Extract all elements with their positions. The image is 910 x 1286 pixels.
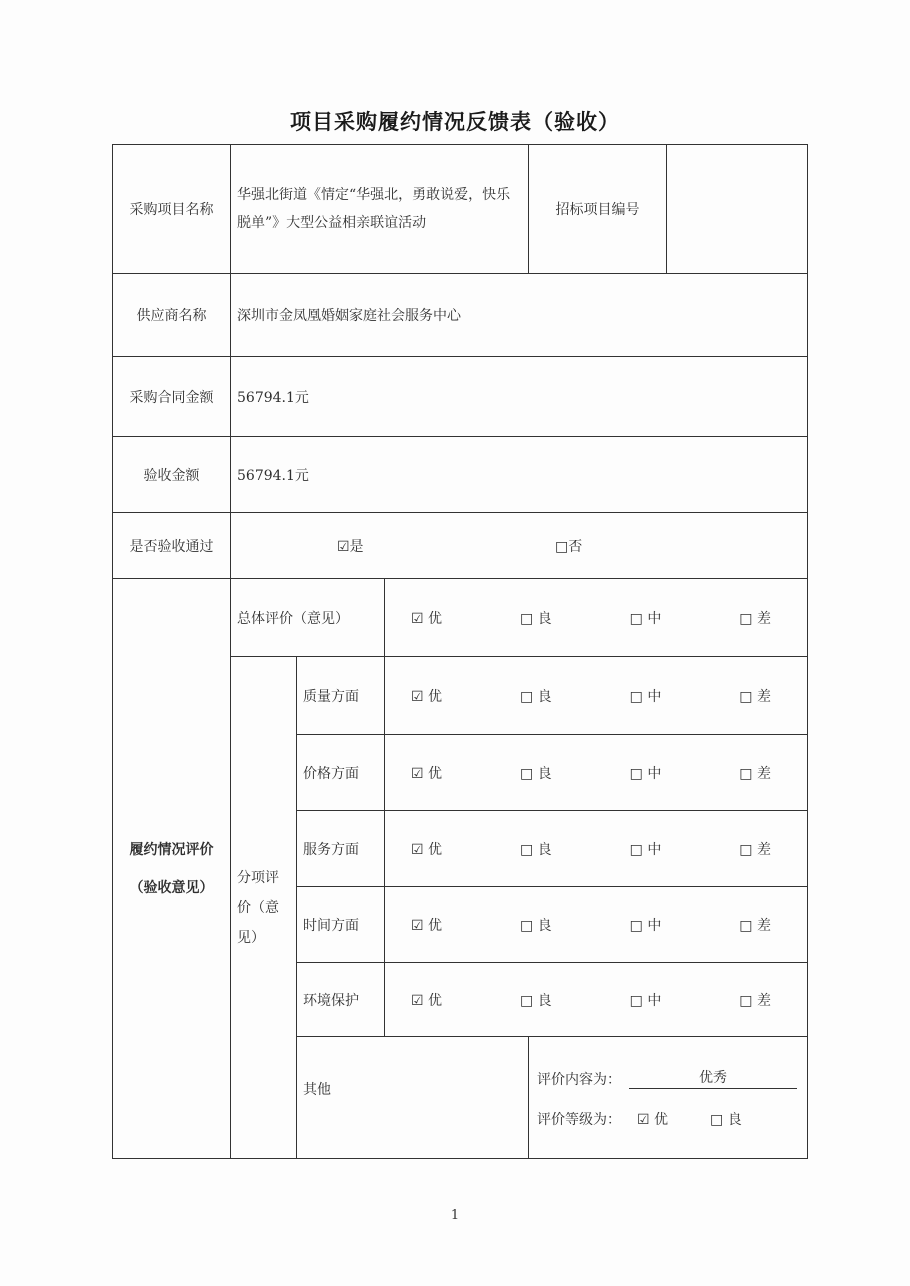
eval-content-label: 评价内容为： xyxy=(537,1071,621,1088)
sub-item-price-label: 价格方面 xyxy=(297,735,385,811)
eval-content-value: 优秀 xyxy=(629,1067,797,1089)
environment-rating-medium[interactable]: □ 中 xyxy=(629,992,662,1009)
overall-rating-poor[interactable]: □ 差 xyxy=(739,610,771,627)
project-name-row xyxy=(113,145,808,274)
overall-rating-good[interactable]: □ 良 xyxy=(519,610,552,627)
service-rating-excellent[interactable]: ☑ 优 xyxy=(411,841,443,858)
acceptance-amount-row xyxy=(113,437,808,513)
time-rating-good[interactable]: □ 良 xyxy=(519,917,552,934)
acceptance-amount-label: 验收金额 xyxy=(113,437,231,513)
page-title: 项目采购履约情况反馈表（验收） xyxy=(290,109,620,134)
quality-rating-medium[interactable]: □ 中 xyxy=(629,688,662,705)
time-rating-poor[interactable]: □ 差 xyxy=(739,917,771,934)
passed-yes-checkbox[interactable]: ☑是 xyxy=(337,538,364,555)
grade-excellent-checkbox[interactable]: ☑ 优 xyxy=(637,1111,669,1128)
contract-amount-label: 采购合同金额 xyxy=(113,357,231,437)
price-rating-medium[interactable]: □ 中 xyxy=(629,765,662,782)
sub-item-time-label: 时间方面 xyxy=(297,887,385,963)
grade-good-checkbox[interactable]: □ 良 xyxy=(710,1111,742,1128)
time-rating-excellent[interactable]: ☑ 优 xyxy=(411,917,443,934)
overall-rating-medium[interactable]: □ 中 xyxy=(629,610,662,627)
price-rating-good[interactable]: □ 良 xyxy=(519,765,552,782)
project-name-label: 采购项目名称 xyxy=(113,145,231,274)
eval-content-line xyxy=(537,1067,801,1089)
price-rating-excellent[interactable]: ☑ 优 xyxy=(411,765,443,782)
sub-evaluation-label: 分项评价（意见） xyxy=(231,657,297,1159)
bid-number-label: 招标项目编号 xyxy=(529,145,667,274)
performance-evaluation-label xyxy=(113,579,231,1159)
eval-grade-label: 评价等级为： xyxy=(537,1111,621,1128)
project-name-value: 华强北街道《情定“华强北，勇敢说爱，快乐脱单”》大型公益相亲联谊活动 xyxy=(231,145,529,274)
acceptance-passed-label: 是否验收通过 xyxy=(113,513,231,579)
quality-rating-poor[interactable]: □ 差 xyxy=(739,688,771,705)
supplier-value: 深圳市金凤凰婚姻家庭社会服务中心 xyxy=(231,274,808,357)
eval-grade-line xyxy=(537,1109,801,1129)
other-label: 其他 xyxy=(297,1037,529,1159)
overall-rating-excellent[interactable]: ☑ 优 xyxy=(411,610,443,627)
performance-evaluation-subtitle: （验收意见） xyxy=(129,879,214,896)
acceptance-passed-row xyxy=(113,513,808,579)
environment-rating-excellent[interactable]: ☑ 优 xyxy=(411,992,443,1009)
sub-item-service-label: 服务方面 xyxy=(297,811,385,887)
quality-rating-good[interactable]: □ 良 xyxy=(519,688,552,705)
environment-rating-poor[interactable]: □ 差 xyxy=(739,992,771,1009)
sub-item-environment-label: 环境保护 xyxy=(297,963,385,1037)
sub-item-quality-label: 质量方面 xyxy=(297,657,385,735)
supplier-label: 供应商名称 xyxy=(113,274,231,357)
overall-rating-options xyxy=(391,608,801,628)
passed-no-checkbox[interactable]: □否 xyxy=(555,538,583,555)
service-rating-good[interactable]: □ 良 xyxy=(519,841,552,858)
price-rating-poor[interactable]: □ 差 xyxy=(739,765,771,782)
bid-number-value xyxy=(667,145,808,274)
supplier-row xyxy=(113,274,808,357)
feedback-form-table xyxy=(112,144,808,1159)
quality-rating-excellent[interactable]: ☑ 优 xyxy=(411,688,443,705)
contract-amount-value: 56794.1元 xyxy=(231,357,808,437)
service-rating-medium[interactable]: □ 中 xyxy=(629,841,662,858)
performance-evaluation-title: 履约情况评价 xyxy=(129,841,214,858)
service-rating-poor[interactable]: □ 差 xyxy=(739,841,771,858)
overall-evaluation-label: 总体评价（意见） xyxy=(231,579,385,657)
overall-evaluation-row xyxy=(113,579,808,657)
environment-rating-good[interactable]: □ 良 xyxy=(519,992,552,1009)
acceptance-amount-value: 56794.1元 xyxy=(231,437,808,513)
page-number: 1 xyxy=(450,1208,460,1223)
contract-amount-row xyxy=(113,357,808,437)
time-rating-medium[interactable]: □ 中 xyxy=(629,917,662,934)
